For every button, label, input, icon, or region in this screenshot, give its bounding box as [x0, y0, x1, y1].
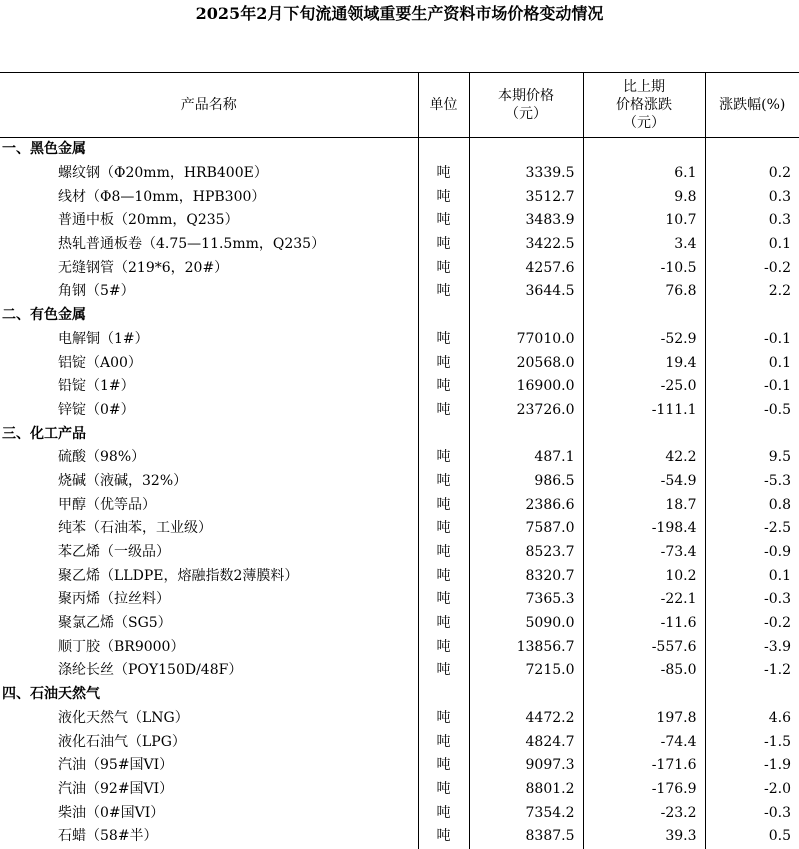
- pct-cell: -5.3: [705, 470, 799, 494]
- change-cell: -198.4: [583, 517, 705, 541]
- change-cell: -54.9: [583, 470, 705, 494]
- category-row: [0, 138, 799, 162]
- change-cell: 10.7: [583, 209, 705, 233]
- change-cell: 10.2: [583, 564, 705, 588]
- pct-cell: [705, 683, 799, 707]
- product-name-cell: 铅锭（1#）: [58, 378, 135, 395]
- unit-cell: 吨: [418, 256, 469, 280]
- pct-cell: -0.5: [705, 399, 799, 423]
- pct-cell: -0.3: [705, 801, 799, 825]
- table-row: [0, 470, 799, 494]
- price-cell: 3483.9: [469, 209, 583, 233]
- pct-cell: [705, 304, 799, 328]
- unit-cell: 吨: [418, 612, 469, 636]
- table-row: [0, 754, 799, 778]
- product-name-cell: 角钢（5#）: [58, 283, 135, 300]
- price-cell: [469, 422, 583, 446]
- price-cell: 16900.0: [469, 375, 583, 399]
- table-row: [0, 446, 799, 470]
- header-price: [469, 73, 583, 138]
- page-title: 2025年2月下旬流通领域重要生产资料市场价格变动情况: [195, 4, 604, 23]
- pct-cell: -0.3: [705, 588, 799, 612]
- unit-cell: 吨: [418, 754, 469, 778]
- table-row: [0, 517, 799, 541]
- unit-cell: 吨: [418, 233, 469, 257]
- price-cell: 7365.3: [469, 588, 583, 612]
- product-name-cell: 顺丁胶（BR9000）: [58, 638, 185, 655]
- product-name-cell: 汽油（92#国VI）: [58, 780, 174, 797]
- pct-cell: [705, 138, 799, 162]
- product-name-cell: 聚丙烯（拉丝料）: [58, 591, 170, 608]
- change-cell: -85.0: [583, 659, 705, 683]
- unit-cell: 吨: [418, 659, 469, 683]
- pct-cell: -0.9: [705, 541, 799, 565]
- change-cell: -74.4: [583, 730, 705, 754]
- pct-cell: -0.2: [705, 612, 799, 636]
- product-name-cell: 热轧普通板卷（4.75—11.5mm，Q235）: [58, 236, 326, 253]
- change-cell: -557.6: [583, 635, 705, 659]
- price-cell: 4472.2: [469, 707, 583, 731]
- pct-cell: 0.5: [705, 825, 799, 849]
- unit-cell: 吨: [418, 446, 469, 470]
- table-row: [0, 730, 799, 754]
- change-cell: 3.4: [583, 233, 705, 257]
- unit-cell: 吨: [418, 209, 469, 233]
- price-table: [0, 72, 799, 849]
- price-cell: 23726.0: [469, 399, 583, 423]
- unit-cell: 吨: [418, 328, 469, 352]
- product-name-cell: 液化石油气（LPG）: [58, 733, 186, 750]
- product-name-cell: 聚乙烯（LLDPE，熔融指数2薄膜料）: [58, 567, 299, 584]
- product-name-cell: 硫酸（98%）: [58, 449, 146, 466]
- product-name-cell: 柴油（0#国VI）: [58, 804, 165, 821]
- unit-cell: 吨: [418, 588, 469, 612]
- pct-cell: 4.6: [705, 707, 799, 731]
- unit-cell: 吨: [418, 730, 469, 754]
- price-cell: 77010.0: [469, 328, 583, 352]
- product-name-cell: 液化天然气（LNG）: [58, 709, 189, 726]
- table-row: [0, 493, 799, 517]
- header-change-line-1: 比上期: [623, 79, 665, 95]
- unit-cell: 吨: [418, 564, 469, 588]
- unit-cell: [418, 683, 469, 707]
- table-row: [0, 233, 799, 257]
- product-name-cell: 普通中板（20mm，Q235）: [58, 212, 239, 229]
- table-body: [0, 138, 799, 849]
- table-header: [0, 73, 799, 138]
- price-cell: [469, 683, 583, 707]
- unit-cell: 吨: [418, 635, 469, 659]
- pct-cell: 2.2: [705, 280, 799, 304]
- pct-cell: 0.3: [705, 185, 799, 209]
- pct-cell: 9.5: [705, 446, 799, 470]
- table-row: [0, 635, 799, 659]
- unit-cell: 吨: [418, 399, 469, 423]
- price-cell: 3512.7: [469, 185, 583, 209]
- category-row: [0, 683, 799, 707]
- price-cell: 2386.6: [469, 493, 583, 517]
- price-cell: 9097.3: [469, 754, 583, 778]
- change-cell: 76.8: [583, 280, 705, 304]
- pct-cell: -0.2: [705, 256, 799, 280]
- change-cell: 9.8: [583, 185, 705, 209]
- unit-cell: 吨: [418, 375, 469, 399]
- table-row: [0, 612, 799, 636]
- unit-cell: 吨: [418, 517, 469, 541]
- pct-cell: -1.5: [705, 730, 799, 754]
- category-row: [0, 304, 799, 328]
- header-change: [583, 73, 705, 138]
- product-name-cell: 电解铜（1#）: [58, 330, 149, 347]
- change-cell: 18.7: [583, 493, 705, 517]
- product-name-cell: 线材（Φ8—10mm，HPB300）: [58, 188, 266, 205]
- price-cell: 8387.5: [469, 825, 583, 849]
- change-cell: 19.4: [583, 351, 705, 375]
- change-cell: [583, 683, 705, 707]
- pct-cell: -3.9: [705, 635, 799, 659]
- pct-cell: 0.3: [705, 209, 799, 233]
- table-row: [0, 162, 799, 186]
- unit-cell: 吨: [418, 470, 469, 494]
- change-cell: -176.9: [583, 778, 705, 802]
- change-cell: -10.5: [583, 256, 705, 280]
- header-price-line-2: （元）: [505, 106, 547, 122]
- pct-cell: 0.8: [705, 493, 799, 517]
- header-unit: 单位: [418, 73, 469, 138]
- price-cell: 8320.7: [469, 564, 583, 588]
- pct-cell: [705, 422, 799, 446]
- change-cell: [583, 138, 705, 162]
- price-cell: [469, 304, 583, 328]
- product-name-cell: 纯苯（石油苯，工业级）: [58, 520, 212, 537]
- price-cell: 13856.7: [469, 635, 583, 659]
- change-cell: -11.6: [583, 612, 705, 636]
- header-change-line-2: 价格涨跌: [616, 97, 672, 113]
- price-cell: [469, 138, 583, 162]
- unit-cell: 吨: [418, 778, 469, 802]
- unit-cell: 吨: [418, 162, 469, 186]
- product-name-cell: 无缝钢管（219*6，20#）: [58, 259, 229, 276]
- change-cell: -171.6: [583, 754, 705, 778]
- table-row: [0, 185, 799, 209]
- table-row: [0, 707, 799, 731]
- price-cell: 3644.5: [469, 280, 583, 304]
- change-cell: -22.1: [583, 588, 705, 612]
- pct-cell: -0.1: [705, 328, 799, 352]
- table-row: [0, 778, 799, 802]
- product-name-cell: 一、黑色金属: [2, 141, 86, 158]
- price-cell: 8801.2: [469, 778, 583, 802]
- price-cell: 7587.0: [469, 517, 583, 541]
- header-name: 产品名称: [0, 73, 418, 138]
- pct-cell: -0.1: [705, 375, 799, 399]
- pct-cell: -1.2: [705, 659, 799, 683]
- table-row: [0, 588, 799, 612]
- table-row: [0, 825, 799, 849]
- change-cell: [583, 304, 705, 328]
- header-price-line-1: 本期价格: [498, 88, 554, 104]
- change-cell: 39.3: [583, 825, 705, 849]
- change-cell: -111.1: [583, 399, 705, 423]
- unit-cell: 吨: [418, 493, 469, 517]
- table-row: [0, 280, 799, 304]
- product-name-cell: 甲醇（优等品）: [58, 496, 156, 513]
- change-cell: -23.2: [583, 801, 705, 825]
- pct-cell: 0.1: [705, 351, 799, 375]
- price-cell: 3422.5: [469, 233, 583, 257]
- product-name-cell: 涤纶长丝（POY150D/48F）: [58, 662, 243, 679]
- price-cell: 8523.7: [469, 541, 583, 565]
- unit-cell: [418, 138, 469, 162]
- product-name-cell: 苯乙烯（一级品）: [58, 544, 170, 561]
- header-pct: 涨跌幅(%): [705, 73, 799, 138]
- table-row: [0, 351, 799, 375]
- price-cell: 5090.0: [469, 612, 583, 636]
- pct-cell: -2.0: [705, 778, 799, 802]
- product-name-cell: 四、石油天然气: [2, 686, 100, 703]
- table-row: [0, 564, 799, 588]
- product-name-cell: 锌锭（0#）: [58, 401, 135, 418]
- pct-cell: 0.1: [705, 233, 799, 257]
- price-cell: 7215.0: [469, 659, 583, 683]
- table-row: [0, 801, 799, 825]
- unit-cell: [418, 422, 469, 446]
- change-cell: -52.9: [583, 328, 705, 352]
- price-cell: 487.1: [469, 446, 583, 470]
- change-cell: 6.1: [583, 162, 705, 186]
- change-cell: [583, 422, 705, 446]
- pct-cell: -2.5: [705, 517, 799, 541]
- table-row: [0, 328, 799, 352]
- table-row: [0, 375, 799, 399]
- table-row: [0, 541, 799, 565]
- change-cell: -25.0: [583, 375, 705, 399]
- unit-cell: 吨: [418, 280, 469, 304]
- change-cell: 197.8: [583, 707, 705, 731]
- table-row: [0, 256, 799, 280]
- table-row: [0, 209, 799, 233]
- pct-cell: 0.2: [705, 162, 799, 186]
- unit-cell: 吨: [418, 707, 469, 731]
- product-name-cell: 聚氯乙烯（SG5）: [58, 615, 172, 632]
- product-name-cell: 石蜡（58#半）: [58, 828, 158, 845]
- price-cell: 3339.5: [469, 162, 583, 186]
- header-change-line-3: （元）: [623, 115, 665, 131]
- pct-cell: -1.9: [705, 754, 799, 778]
- product-name-cell: 烧碱（液碱，32%）: [58, 472, 188, 489]
- unit-cell: [418, 304, 469, 328]
- product-name-cell: 二、有色金属: [2, 307, 86, 324]
- unit-cell: 吨: [418, 351, 469, 375]
- category-row: [0, 422, 799, 446]
- change-cell: 42.2: [583, 446, 705, 470]
- unit-cell: 吨: [418, 185, 469, 209]
- product-name-cell: 三、化工产品: [2, 425, 86, 442]
- change-cell: -73.4: [583, 541, 705, 565]
- unit-cell: 吨: [418, 801, 469, 825]
- product-name-cell: 铝锭（A00）: [58, 354, 142, 371]
- price-cell: 20568.0: [469, 351, 583, 375]
- table-row: [0, 399, 799, 423]
- price-cell: 4824.7: [469, 730, 583, 754]
- table-row: [0, 659, 799, 683]
- unit-cell: 吨: [418, 825, 469, 849]
- unit-cell: 吨: [418, 541, 469, 565]
- price-cell: 986.5: [469, 470, 583, 494]
- price-cell: 7354.2: [469, 801, 583, 825]
- pct-cell: 0.1: [705, 564, 799, 588]
- price-cell: 4257.6: [469, 256, 583, 280]
- product-name-cell: 螺纹钢（Φ20mm，HRB400E）: [58, 165, 268, 182]
- product-name-cell: 汽油（95#国VI）: [58, 757, 174, 774]
